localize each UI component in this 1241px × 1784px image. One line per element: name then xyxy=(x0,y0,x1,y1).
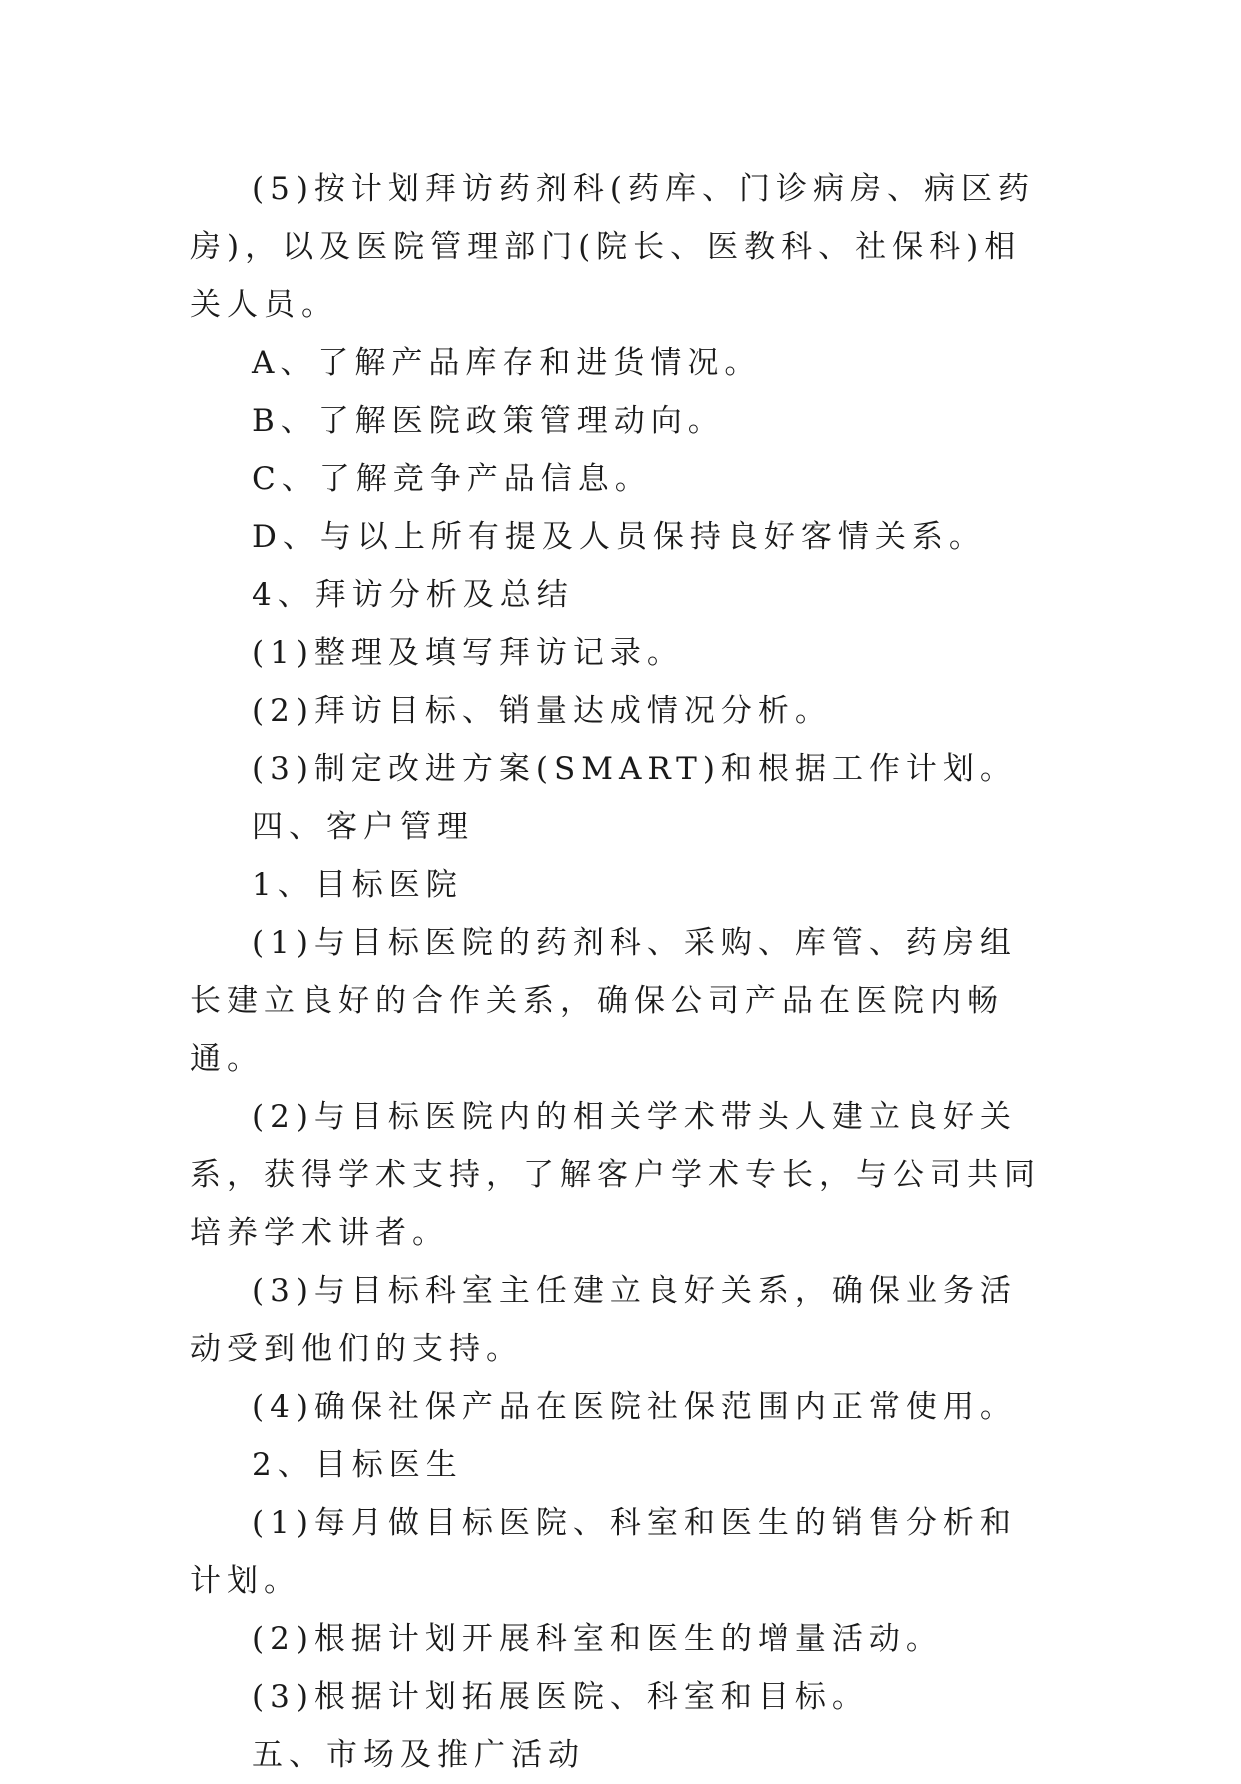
paragraph-analysis-3: (3)制定改进方案(SMART)和根据工作计划。 xyxy=(252,751,1017,787)
paragraph-item-b: B、了解医院政策管理动向。 xyxy=(252,403,725,439)
paragraph-item-d: D、与以上所有提及人员保持良好客情关系。 xyxy=(252,519,986,555)
paragraph-hospital-2: (2)与目标医院内的相关学术带头人建立良好关系，获得学术支持，了解客户学术专长，与公司共同培养学术讲者。 xyxy=(190,1099,1041,1251)
subheading-target-doctor: 2、目标医生 xyxy=(252,1447,463,1483)
paragraph-hospital-4: (4)确保社保产品在医院社保范围内正常使用。 xyxy=(252,1389,1017,1425)
paragraph-analysis-2: (2)拜访目标、销量达成情况分析。 xyxy=(252,693,832,729)
paragraph-doctor-3: (3)根据计划拓展医院、科室和目标。 xyxy=(252,1679,869,1715)
section-heading-visit-analysis: 4、拜访分析及总结 xyxy=(252,577,574,613)
section-heading-customer-management: 四、客户管理 xyxy=(252,809,474,845)
paragraph-hospital-1: (1)与目标医院的药剂科、采购、库管、药房组长建立良好的合作关系，确保公司产品在医院内畅通。 xyxy=(190,925,1017,1077)
paragraph-doctor-2: (2)根据计划开展科室和医生的增量活动。 xyxy=(252,1621,943,1657)
document-body xyxy=(190,160,1052,1784)
paragraph-analysis-1: (1)整理及填写拜访记录。 xyxy=(252,635,684,671)
paragraph-visit-pharmacy: (5)按计划拜访药剂科(药库、门诊病房、病区药房)，以及医院管理部门(院长、医教科、社保科)相关人员。 xyxy=(190,171,1036,323)
paragraph-item-a: A、了解产品库存和进货情况。 xyxy=(252,345,762,381)
paragraph-item-c: C、了解竞争产品信息。 xyxy=(252,461,652,497)
subheading-target-hospital: 1、目标医院 xyxy=(252,867,463,903)
paragraph-hospital-3: (3)与目标科室主任建立良好关系，确保业务活动受到他们的支持。 xyxy=(190,1273,1017,1367)
section-heading-marketing: 五、市场及推广活动 xyxy=(252,1737,585,1773)
paragraph-doctor-1: (1)每月做目标医院、科室和医生的销售分析和计划。 xyxy=(190,1505,1017,1599)
